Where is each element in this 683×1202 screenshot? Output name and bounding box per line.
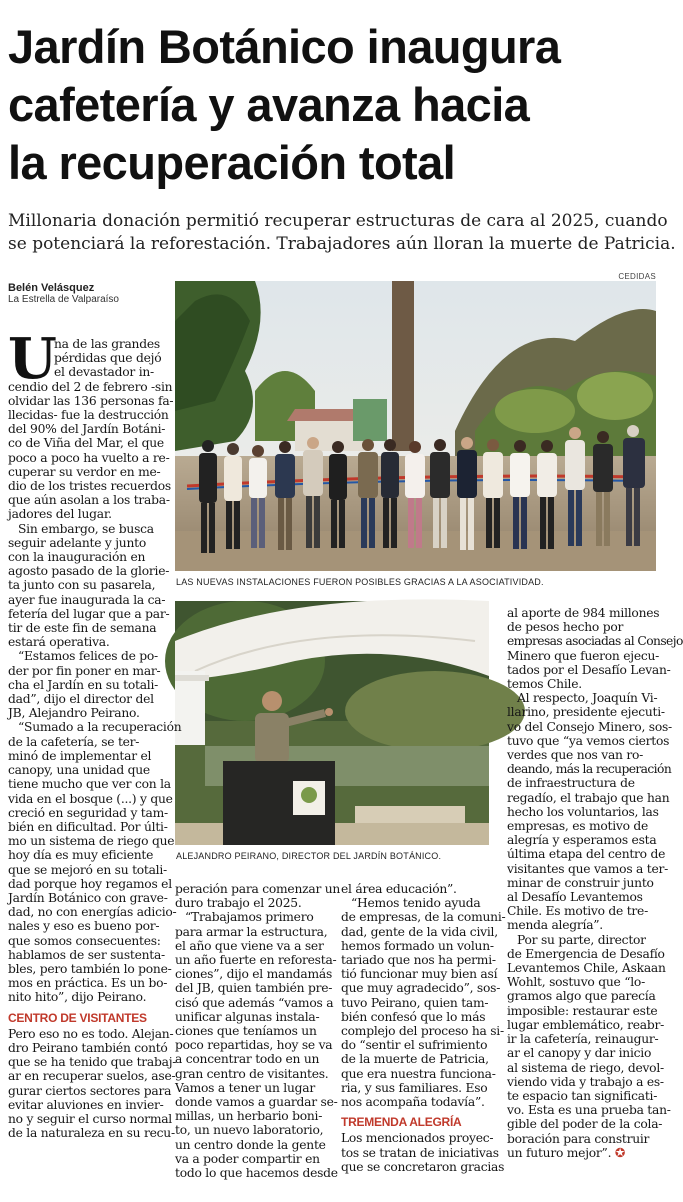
text-line: Chile. Es motivo de tre- [507, 904, 648, 919]
text-line: temos Chile. [507, 677, 582, 692]
headline-line: Jardín Botánico inaugura [8, 20, 561, 73]
text-line: tos se tratan de iniciativas [341, 1145, 499, 1160]
text-line: ciones”, dijo el mandamás [175, 967, 333, 982]
headline-line: la recuperación total [8, 136, 456, 189]
text-line: complejo del proceso ha si- [341, 1024, 504, 1039]
text-line: regadío, el trabajo que han [507, 790, 670, 805]
text-line: que se concretaron gracias [341, 1159, 505, 1174]
text-line: poco a poco ha vuelto a re- [8, 450, 170, 465]
text-line: te espacio tan significati- [507, 1088, 658, 1103]
text-line: visitantes que vamos a ter- [507, 861, 669, 876]
text-line: tuvo que “ya vemos ciertos [507, 733, 670, 748]
text-line: todo lo que hacemos desde [175, 1166, 338, 1181]
text-line: minó de implementar el [8, 748, 152, 763]
photo-caption-top: LAS NUEVAS INSTALACIONES FUERON POSIBLES GRACIAS A LA ASOCIATIVIDAD. [176, 577, 544, 587]
text-line: Vamos a tener un lugar [175, 1080, 315, 1095]
drop-cap: U [8, 326, 57, 392]
text-line: dad, no con energías adicio- [8, 905, 177, 920]
column-2 [175, 882, 341, 1181]
headline-line: cafetería y avanza hacia [8, 78, 530, 131]
column-4 [507, 606, 683, 1160]
text-line: bién en dificultad. Por últi- [8, 819, 168, 834]
text-line: evitar aluviones en invier- [8, 1097, 164, 1112]
text-line: que era nuestra funciona- [341, 1066, 496, 1081]
text-line: de Emergencia de Desafío [507, 946, 665, 961]
text-line: hecho los voluntarios, las [507, 804, 659, 819]
text-line: minar de construir junto [507, 875, 654, 890]
text-line: mos en práctica. Es un bo- [8, 976, 168, 991]
text-line: “Estamos felices de po- [18, 649, 158, 664]
text-line: cisó que además “vamos a [175, 995, 334, 1010]
text-line: cuperar su verdor en me- [8, 464, 161, 479]
text-line: empresas, es motivo de [507, 819, 649, 834]
text-line: “Trabajamos primero [185, 910, 314, 925]
group-photo-illustration [175, 281, 656, 571]
text-line: el año que viene va a ser [175, 938, 324, 953]
text-line: deando, más la recuperación [507, 762, 672, 777]
text-line: imposible: restaurar este [507, 1003, 658, 1018]
text-line: co de Viña del Mar, el que [8, 436, 164, 451]
director-photo-illustration [175, 601, 489, 845]
text-line: mo un sistema de riego que [8, 834, 175, 849]
text-line: que se mejoró en su totali- [8, 862, 167, 877]
text-line: ria, y sus familiares. Eso [341, 1080, 488, 1095]
text-line: “Sumado a la recuperación [18, 720, 182, 735]
text-line: dro Peirano también contó [8, 1040, 168, 1055]
text-line: tuvo Peirano, quien tam- [341, 995, 489, 1010]
group-photo [175, 281, 656, 571]
text-line: no y seguir el curso normal [8, 1111, 172, 1126]
text-line: duro trabajo el 2025. [175, 896, 302, 911]
text-line: vo del Consejo Minero, sos- [507, 719, 672, 734]
text-line: al sistema de riego, devol- [507, 1060, 664, 1075]
end-mark-icon: ✪ [614, 1145, 625, 1160]
subhead-tremenda-alegria: TREMENDA ALEGRÍA [341, 1115, 462, 1130]
text-line: gible del poder de la cola- [507, 1117, 663, 1132]
headline [8, 18, 656, 192]
text-line: que somos consecuentes: [8, 933, 161, 948]
photo-credit: CEDIDAS [618, 272, 656, 281]
text-line: creció en seguridad y tam- [8, 805, 168, 820]
text-line: Al respecto, Joaquín Vi- [517, 691, 658, 706]
text-line: millas, un herbario boni- [175, 1109, 323, 1124]
text-line: vo. Esta es una prueba tan- [507, 1103, 671, 1118]
text-line: ciones que teníamos un [175, 1024, 317, 1039]
text-line: un año fuerte en reforesta- [175, 953, 337, 968]
text-line: Wohlt, sostuvo que “lo- [507, 975, 645, 990]
text-line: lugar emblemático, reabr- [507, 1017, 664, 1032]
text-line: de la naturaleza en su recu- [8, 1126, 175, 1141]
text-line: fetería del lugar que a par- [8, 606, 170, 621]
text-line: de la cafetería, se ter- [8, 734, 140, 749]
text-line: Los mencionados proyec- [341, 1131, 494, 1146]
text-line: der por fin poner en mar- [8, 663, 161, 678]
deck-line: se potenciará la reforestación. Trabajadores aún lloran la muerte de Patricia. [8, 234, 676, 254]
text-line: ir la cafetería, reinaugur- [507, 1032, 659, 1047]
text-line: hablamos de ser sustenta- [8, 947, 165, 962]
text-line: estará operativa. [8, 635, 110, 650]
text-line: va a poder compartir en [175, 1151, 320, 1166]
text-line: de empresas, de la comuni- [341, 910, 506, 925]
text-line: gurar ciertos sectores para [8, 1083, 172, 1098]
director-photo [175, 601, 489, 845]
text-line: jadores del lugar. [8, 507, 112, 522]
text-line: que se ha tenido que trabaj- [8, 1055, 177, 1070]
text-line: nos acompaña todavía”. [341, 1095, 485, 1110]
text-line: a concentrar todo en un [175, 1052, 320, 1067]
text-line: gramos algo que parecía [507, 989, 656, 1004]
text-line: poco repartidas, hoy se va [175, 1038, 333, 1053]
text-line: olvidar las 136 personas fa- [8, 393, 174, 408]
text-line: para armar la estructura, [175, 924, 328, 939]
text-line: última etapa del centro de [507, 847, 666, 862]
text-line [507, 1146, 657, 1160]
text-line: cha el Jardín en su totali- [8, 677, 159, 692]
text-line: unificar algunas instala- [175, 1009, 320, 1024]
column-1 [8, 337, 182, 1141]
text-line: nito hito”, dijo Peirano. [8, 990, 147, 1005]
text-line: do “sentir el sufrimiento [341, 1038, 488, 1053]
column-3 [341, 882, 506, 1174]
text-line: viendo vida y trabajo a es- [507, 1074, 664, 1089]
text-line: con la inauguración en [8, 550, 146, 565]
text-line: ar en recuperar suelos, ase- [8, 1069, 176, 1084]
text-line: de pesos hecho por [507, 620, 624, 635]
text-line: gran centro de visitantes. [175, 1066, 329, 1081]
text-line: al Desafío Levantemos [507, 890, 643, 905]
text-line: dio de los tristes recuerdos [8, 479, 171, 494]
text-line: al aporte de 984 millones [507, 606, 660, 620]
text-line: pérdidas que dejó [54, 351, 162, 366]
text-line: canopy, una unidad que [8, 763, 150, 778]
text-line: un centro donde la gente [175, 1137, 326, 1152]
text-line: verdes que nos van ro- [507, 748, 644, 763]
text-line: dad porque hoy regamos el [8, 876, 172, 891]
text-line: llarino, presidente ejecuti- [507, 705, 665, 720]
text-line: na de las grandes [54, 337, 160, 351]
text-line: tiene mucho que ver con la [8, 777, 171, 792]
text-line: hoy día es muy eficiente [8, 848, 154, 863]
deck [8, 210, 676, 256]
text-line: peración para comenzar un [175, 882, 341, 896]
text-line: Jardín Botánico con grave- [8, 890, 168, 905]
photo-caption-bottom: ALEJANDRO PEIRANO, DIRECTOR DEL JARDÍN BOTÁNICO. [176, 851, 442, 861]
text-line: seguir adelante y junto [8, 535, 146, 550]
text-line: de infraestructura de [507, 776, 635, 791]
text-line: nales y eso es bueno por- [8, 919, 160, 934]
text-line: donde vamos a guardar se- [175, 1095, 338, 1110]
text-line: el devastador in- [54, 365, 154, 380]
text-line: vida en el bosque (...) y que [8, 791, 173, 806]
text-line: JB, Alejandro Peirano. [8, 706, 140, 721]
text-line: del JB, quien también pre- [175, 981, 333, 996]
final-line: un futuro mejor”. [507, 1145, 612, 1160]
text-line: ta junto con su pasarela, [8, 578, 156, 593]
text-line: menda alegría”. [507, 918, 603, 933]
text-line: Minero que fueron ejecu- [507, 648, 660, 663]
text-line: que muy agradecido”, sos- [341, 981, 501, 996]
text-line: de la muerte de Patricia, [341, 1052, 489, 1067]
text-line: Pero eso no es todo. Alejan- [8, 1026, 174, 1041]
text-line: Levantemos Chile, Askaan [507, 961, 666, 976]
text-line: el área educación”. [341, 882, 457, 896]
text-line: hemos formado un volun- [341, 938, 494, 953]
text-line: tariado que nos ha permi- [341, 953, 496, 968]
deck-line: Millonaria donación permitió recuperar estructuras de cara al 2025, cuando [8, 211, 668, 231]
text-line: alegría y esperamos esta [507, 833, 657, 848]
text-line: dad”, dijo el director del [8, 692, 154, 707]
text-line: to, un nuevo laboratorio, [175, 1123, 324, 1138]
text-line: dad, gente de la vida civil, [341, 924, 498, 939]
byline-author: Belén Velásquez [8, 282, 95, 294]
text-line: “Hemos tenido ayuda [351, 896, 481, 911]
text-line: ayer fue inaugurada la ca- [8, 592, 166, 607]
text-line: tió funcionar muy bien así [341, 967, 498, 982]
text-line: empresas asociadas al Consejo [507, 634, 683, 649]
text-line: del 90% del Jardín Botáni- [8, 422, 166, 437]
text-line: agosto pasado de la glorie- [8, 564, 170, 579]
text-line: Por su parte, director [517, 932, 646, 947]
text-line: bién confesó que lo más [341, 1009, 486, 1024]
text-line: llecidas- fue la destrucción [8, 408, 169, 423]
text-line: Sin embargo, se busca [18, 521, 154, 536]
subhead-centro-visitantes: CENTRO DE VISITANTES [8, 1010, 147, 1025]
text-line: tir de este fin de semana [8, 621, 157, 636]
text-line: boración para construir [507, 1131, 650, 1146]
byline-publication: La Estrella de Valparaíso [8, 294, 119, 305]
text-line: tados por el Desafío Levan- [507, 662, 671, 677]
text-line: ar el canopy y dar inicio [507, 1046, 652, 1061]
text-line: que aún asolan a los traba- [8, 493, 170, 508]
text-line: bles, pero también lo pone- [8, 961, 172, 976]
text-line: cendio del 2 de febrero -sin [8, 379, 173, 394]
